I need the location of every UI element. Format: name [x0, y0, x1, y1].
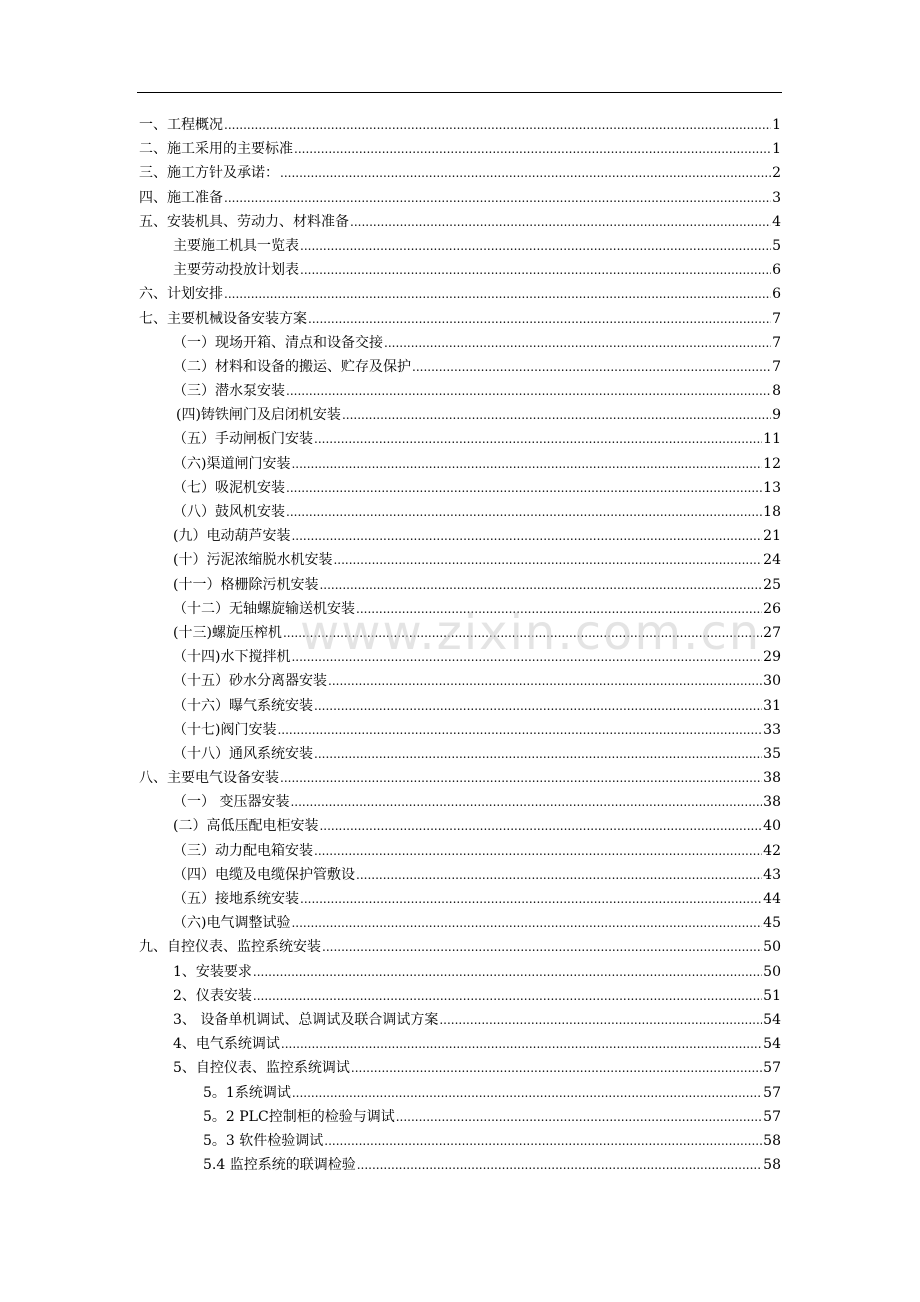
toc-entry[interactable] [139, 911, 781, 935]
toc-entry-label: (四)铸铁闸门及启闭机安装 [176, 407, 341, 424]
toc-entry-label: (九）电动葫芦安装 [173, 528, 291, 545]
toc-dot-leader [314, 694, 762, 718]
toc-dot-leader [351, 1056, 762, 1080]
toc-entry[interactable] [139, 403, 781, 427]
toc-dot-leader [291, 524, 762, 548]
toc-entry-label: 主要施工机具一览表 [173, 237, 299, 254]
toc-entry-page-number: 35 [763, 745, 781, 762]
toc-entry-label: （二）材料和设备的搬运、贮存及保护 [173, 358, 411, 375]
toc-entry-label: 4、电气系统调试 [173, 1036, 280, 1053]
toc-entry-label: 九、自控仪表、监控系统安装 [139, 939, 321, 956]
toc-entry-label: 5。1系统调试 [203, 1084, 291, 1101]
toc-entry-label: (十一）格栅除污机安装 [173, 576, 319, 593]
toc-dot-leader [290, 790, 762, 814]
toc-entry-page-number: 42 [763, 842, 781, 859]
toc-dot-leader [342, 403, 771, 427]
toc-entry[interactable] [139, 1056, 781, 1080]
toc-entry-label: 2、仪表安装 [173, 987, 252, 1004]
toc-entry-page-number: 8 [772, 383, 781, 400]
toc-entry-label: 5、自控仪表、监控系统调试 [173, 1060, 350, 1077]
toc-entry-page-number: 57 [763, 1084, 781, 1101]
toc-entry[interactable] [139, 960, 781, 984]
toc-entry[interactable] [139, 597, 781, 621]
toc-dot-leader [286, 379, 771, 403]
toc-dot-leader [280, 766, 762, 790]
toc-dot-leader [280, 161, 771, 185]
toc-dot-leader [291, 911, 762, 935]
toc-entry-page-number: 27 [763, 624, 781, 641]
toc-dot-leader [286, 500, 762, 524]
toc-entry[interactable] [139, 379, 781, 403]
toc-entry-label: (十三)螺旋压榨机 [173, 624, 282, 641]
toc-entry[interactable] [139, 186, 781, 210]
toc-dot-leader [224, 282, 771, 306]
toc-entry-page-number: 4 [772, 213, 781, 230]
toc-entry[interactable] [139, 1032, 781, 1056]
toc-entry[interactable] [139, 548, 781, 572]
toc-entry-page-number: 25 [763, 576, 781, 593]
toc-dot-leader [283, 621, 762, 645]
toc-dot-leader [328, 669, 762, 693]
toc-dot-leader [292, 1081, 762, 1105]
toc-dot-leader [253, 960, 762, 984]
toc-entry[interactable] [139, 113, 781, 137]
toc-entry-label: （十二）无轴螺旋输送机安装 [173, 600, 355, 617]
toc-entry-label: 5.4 监控系统的联调检验 [203, 1157, 356, 1174]
toc-entry[interactable] [139, 355, 781, 379]
toc-dot-leader [350, 210, 771, 234]
toc-entry-page-number: 31 [763, 697, 781, 714]
toc-entry[interactable] [139, 669, 781, 693]
toc-entry-page-number: 57 [763, 1108, 781, 1125]
toc-entry-page-number: 54 [763, 1036, 781, 1053]
toc-entry-page-number: 6 [772, 286, 781, 303]
toc-entry-label: 六、计划安排 [139, 286, 223, 303]
toc-entry-page-number: 5 [772, 237, 781, 254]
toc-dot-leader [412, 355, 771, 379]
toc-entry-label: （一） 变压器安装 [173, 794, 290, 811]
toc-entry-page-number: 9 [772, 407, 781, 424]
header-rule [137, 92, 782, 93]
toc-entry-label: 主要劳动投放计划表 [173, 262, 299, 279]
toc-entry-label: (十）污泥浓缩脱水机安装 [173, 552, 333, 569]
toc-dot-leader [253, 984, 762, 1008]
toc-entry[interactable] [139, 1105, 781, 1129]
toc-dot-leader [277, 718, 762, 742]
toc-dot-leader [314, 742, 762, 766]
toc-entry-label: （三）动力配电箱安装 [173, 842, 313, 859]
toc-dot-leader [396, 1105, 762, 1129]
toc-entry-page-number: 3 [772, 189, 781, 206]
toc-entry-page-number: 24 [763, 552, 781, 569]
toc-entry-label: 5。3 软件检验调试 [203, 1132, 324, 1149]
toc-entry-label: （七）吸泥机安装 [173, 479, 285, 496]
toc-entry-page-number: 33 [763, 721, 781, 738]
toc-entry[interactable] [139, 814, 781, 838]
toc-dot-leader [308, 307, 771, 331]
toc-entry-label: （十四)水下搅拌机 [173, 649, 291, 666]
toc-entry[interactable] [139, 621, 781, 645]
toc-entry-label: （四）电缆及电缆保护管敷设 [173, 866, 355, 883]
toc-entry[interactable] [139, 234, 781, 258]
toc-entry-page-number: 50 [763, 939, 781, 956]
toc-entry-label: （六)渠道闸门安装 [173, 455, 291, 472]
toc-entry[interactable] [139, 887, 781, 911]
toc-dot-leader [439, 1008, 762, 1032]
toc-entry[interactable] [139, 161, 781, 185]
toc-entry[interactable] [139, 500, 781, 524]
toc-entry-label: （十五）砂水分离器安装 [173, 673, 327, 690]
toc-entry-label: 3、 设备单机调试、总调试及联合调试方案 [173, 1011, 439, 1028]
toc-entry-label: （一）现场开箱、清点和设备交接 [173, 334, 383, 351]
table-of-contents [139, 113, 781, 1177]
toc-dot-leader [357, 1153, 762, 1177]
toc-dot-leader [314, 427, 762, 451]
toc-entry-label: （三）潜水泵安装 [173, 383, 285, 400]
toc-entry[interactable] [139, 645, 781, 669]
toc-dot-leader [319, 814, 762, 838]
toc-entry-page-number: 38 [763, 770, 781, 787]
toc-entry-page-number: 11 [763, 431, 781, 448]
toc-dot-leader [322, 935, 762, 959]
toc-entry-label: 四、施工准备 [139, 189, 223, 206]
toc-entry-label: 1、安装要求 [173, 963, 252, 980]
toc-entry-page-number: 1 [772, 141, 781, 158]
toc-entry-page-number: 30 [763, 673, 781, 690]
toc-entry-label: 七、主要机械设备安装方案 [139, 310, 307, 327]
toc-entry-label: 三、施工方针及承诺： [139, 165, 279, 182]
toc-dot-leader [333, 548, 762, 572]
toc-dot-leader [281, 1032, 762, 1056]
toc-entry[interactable] [139, 1153, 781, 1177]
toc-entry-page-number: 18 [763, 504, 781, 520]
toc-entry[interactable] [139, 1081, 781, 1105]
toc-entry[interactable] [139, 694, 781, 718]
toc-entry[interactable] [139, 524, 781, 548]
toc-entry[interactable] [139, 210, 781, 234]
toc-entry-label: （十六）曝气系统安装 [173, 697, 313, 714]
toc-entry-page-number: 7 [772, 334, 781, 351]
toc-entry-page-number: 40 [763, 818, 781, 835]
toc-entry-page-number: 54 [763, 1011, 781, 1028]
toc-entry[interactable] [139, 790, 781, 814]
toc-entry[interactable] [139, 984, 781, 1008]
toc-entry-label: 八、主要电气设备安装 [139, 770, 279, 787]
toc-entry-label: (二）高低压配电柜安装 [173, 818, 319, 835]
toc-entry-page-number: 44 [763, 891, 781, 907]
toc-entry[interactable] [139, 452, 781, 476]
toc-entry-label: （五）手动闸板门安装 [173, 431, 313, 448]
toc-entry[interactable] [139, 331, 781, 355]
toc-entry-label: 5。2 PLC控制柜的检验与调试 [203, 1108, 395, 1125]
toc-dot-leader [300, 258, 771, 282]
toc-entry-page-number: 43 [763, 866, 781, 883]
toc-entry[interactable] [139, 137, 781, 161]
toc-entry[interactable] [139, 839, 781, 863]
toc-dot-leader [356, 863, 762, 887]
toc-entry-label: （八）鼓风机安装 [173, 504, 285, 520]
toc-dot-leader [224, 113, 771, 137]
toc-entry[interactable] [139, 742, 781, 766]
toc-entry-label: （十八）通风系统安装 [173, 745, 313, 762]
toc-entry-label: （十七)阀门安装 [173, 721, 277, 738]
toc-entry-label: （六)电气调整试验 [173, 915, 291, 932]
toc-entry-page-number: 38 [763, 794, 781, 811]
toc-entry[interactable] [139, 573, 781, 597]
toc-entry-page-number: 1 [772, 117, 781, 133]
toc-entry[interactable] [139, 427, 781, 451]
toc-entry-label: 一、工程概况 [139, 117, 223, 133]
toc-entry-page-number: 7 [772, 358, 781, 375]
toc-entry[interactable] [139, 258, 781, 282]
toc-entry[interactable] [139, 1129, 781, 1153]
toc-entry[interactable] [139, 476, 781, 500]
toc-entry-page-number: 50 [763, 963, 781, 980]
toc-entry-page-number: 13 [763, 479, 781, 496]
toc-dot-leader [294, 137, 771, 161]
toc-entry-page-number: 2 [772, 165, 781, 182]
toc-dot-leader [291, 645, 762, 669]
toc-entry[interactable] [139, 863, 781, 887]
toc-dot-leader [314, 839, 762, 863]
toc-entry-page-number: 6 [772, 262, 781, 279]
toc-entry[interactable] [139, 718, 781, 742]
toc-entry-label: 二、施工采用的主要标准 [139, 141, 293, 158]
toc-entry-page-number: 45 [763, 915, 781, 932]
toc-entry-page-number: 26 [763, 600, 781, 617]
toc-dot-leader [286, 476, 762, 500]
toc-dot-leader [384, 331, 771, 355]
toc-entry-page-number: 58 [763, 1132, 781, 1149]
toc-dot-leader [291, 452, 762, 476]
toc-entry-page-number: 29 [763, 649, 781, 666]
toc-entry-page-number: 21 [763, 528, 781, 545]
toc-dot-leader [224, 186, 771, 210]
toc-entry-label: （五）接地系统安装 [173, 891, 299, 907]
toc-entry-label: 五、安装机具、劳动力、材料准备 [139, 213, 349, 230]
toc-entry-page-number: 7 [772, 310, 781, 327]
toc-entry-page-number: 58 [763, 1157, 781, 1174]
toc-dot-leader [300, 887, 762, 911]
toc-entry[interactable] [139, 307, 781, 331]
toc-entry[interactable] [139, 766, 781, 790]
toc-dot-leader [319, 573, 762, 597]
toc-dot-leader [300, 234, 771, 258]
toc-entry-page-number: 12 [763, 455, 781, 472]
toc-entry-page-number: 57 [763, 1060, 781, 1077]
toc-dot-leader [356, 597, 762, 621]
toc-entry[interactable] [139, 1008, 781, 1032]
toc-entry[interactable] [139, 282, 781, 306]
toc-entry[interactable] [139, 935, 781, 959]
toc-dot-leader [324, 1129, 762, 1153]
toc-entry-page-number: 51 [763, 987, 781, 1004]
watermark: www.zixin.com.cn [300, 605, 762, 661]
